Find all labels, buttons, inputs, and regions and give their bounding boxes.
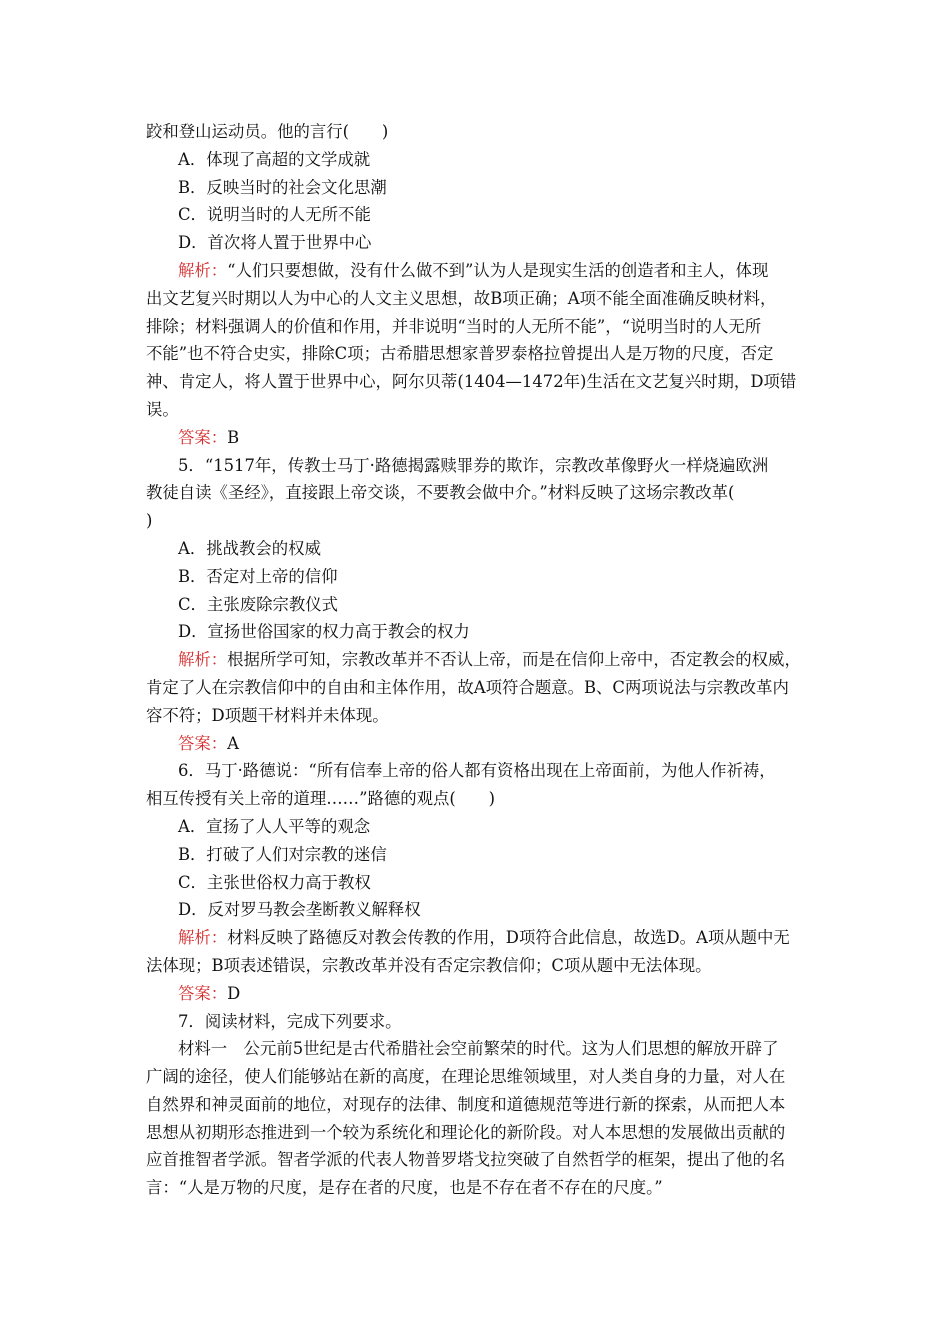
q7-material-line-1: 材料一 公元前5世纪是古代希腊社会空前繁荣的时代。这为人们思想的解放开辟了: [178, 1039, 779, 1059]
q4-option-b: B．反映当时的社会文化思潮: [178, 177, 387, 197]
q5-stem-line-3: ): [146, 511, 153, 531]
q4-option-a: A．体现了高超的文学成就: [178, 149, 371, 169]
q6-answer: [146, 980, 806, 1008]
q6-answer-label: 答案：: [178, 983, 228, 1003]
q6-option-b: B．打破了人们对宗教的迷信: [178, 844, 387, 864]
q7-material-line-4: 思想从初期形态推进到一个较为系统化和理论化的新阶段。对人本思想的发展做出贡献的: [146, 1122, 786, 1142]
q5-option-b: B．否定对上帝的信仰: [178, 566, 338, 586]
q5-answer: [146, 730, 806, 758]
q5-analysis-line-1: [146, 646, 806, 674]
q7-material-line-6: 言：“人是万物的尺度，是存在者的尺度，也是不存在者不存在的尺度。”: [146, 1178, 663, 1198]
q4-analysis-line-1: [146, 257, 806, 285]
q6-analysis-label: 解析：: [178, 928, 228, 948]
q5-option-a: A．挑战教会的权威: [178, 538, 321, 558]
q5-answer-label: 答案：: [178, 733, 228, 753]
q4-answer-label: 答案：: [178, 427, 228, 447]
q7-material-line-3: 自然界和神灵面前的地位，对现存的法律、制度和道德规范等进行新的探索，从而把人本: [146, 1094, 786, 1114]
q4-analysis-text-1: “人们只要想做，没有什么做不到”认为人是现实生活的创造者和主人，体现: [227, 260, 769, 280]
q6-stem-line-2: 相互传授有关上帝的道理……”路德的观点( ): [146, 789, 495, 809]
q6-answer-value: D: [227, 983, 241, 1003]
q5-answer-value: A: [227, 733, 240, 753]
q6-analysis-line-2: 法体现；B项表述错误，宗教改革并没有否定宗教信仰；C项从题中无法体现。: [146, 955, 712, 975]
q4-analysis-line-4: 不能”也不符合史实，排除C项；古希腊思想家普罗泰格拉曾提出人是万物的尺度，否定: [146, 344, 774, 364]
q5-analysis-text-1: 根据所学可知，宗教改革并不否认上帝，而是在信仰上帝中，否定教会的权威，: [227, 650, 801, 670]
q4-stem-tail: 跤和登山运动员。他的言行( ): [146, 122, 389, 141]
q7-material-line-5: 应首推智者学派。智者学派的代表人物普罗塔戈拉突破了自然哲学的框架，提出了他的名: [146, 1150, 786, 1170]
q6-analysis-text-1: 材料反映了路德反对教会传教的作用，D项符合此信息，故选D。A项从题中无: [227, 928, 790, 948]
q4-answer-value: B: [227, 427, 240, 447]
document-page: [146, 118, 806, 1202]
q5-stem-line-1: 5．“1517年，传教士马丁·路德揭露赎罪券的欺诈，宗教改革像野火一样烧遍欧洲: [178, 455, 769, 475]
q5-option-c: C．主张废除宗教仪式: [178, 594, 339, 614]
q5-stem-line-2: 教徒自读《圣经》，直接跟上帝交谈，不要教会做中介。”材料反映了这场宗教改革(: [146, 483, 735, 503]
q7-material-line-2: 广阔的途径，使人们能够站在新的高度，在理论思维领域里，对人类自身的力量，对人在: [146, 1067, 786, 1087]
q6-option-d: D．反对罗马教会垄断教义解释权: [178, 900, 421, 920]
q4-option-d: D．首次将人置于世界中心: [178, 233, 372, 253]
q4-analysis-label: 解析：: [178, 260, 228, 280]
q6-analysis-line-1: [146, 924, 806, 952]
q5-analysis-line-2: 肯定了人在宗教信仰中的自由和主体作用，故A项符合题意。B、C两项说法与宗教改革内: [146, 677, 789, 697]
q5-analysis-line-3: 容不符；D项题干材料并未体现。: [146, 705, 389, 725]
q4-analysis-line-3: 排除；材料强调人的价值和作用，并非说明“当时的人无所不能”，“说明当时的人无所: [146, 316, 762, 336]
q6-option-c: C．主张世俗权力高于教权: [178, 872, 371, 892]
q4-answer: [146, 424, 806, 452]
q6-stem-line-1: 6．马丁·路德说：“所有信奉上帝的俗人都有资格出现在上帝面前，为他人作祈祷，: [178, 761, 776, 781]
q4-option-c: C．说明当时的人无所不能: [178, 205, 371, 225]
q7-stem: 7．阅读材料，完成下列要求。: [178, 1011, 402, 1031]
q5-analysis-label: 解析：: [178, 650, 228, 670]
q4-analysis-line-2: 出文艺复兴时期以人为中心的人文主义思想，故B项正确；A项不能全面准确反映材料，: [146, 288, 777, 308]
q5-option-d: D．宣扬世俗国家的权力高于教会的权力: [178, 622, 470, 642]
q4-analysis-line-5: 神、肯定人，将人置于世界中心，阿尔贝蒂(1404—1472年)生活在文艺复兴时期，D项错: [146, 372, 797, 392]
q4-analysis-line-6: 误。: [146, 399, 179, 419]
q6-option-a: A．宣扬了人人平等的观念: [178, 816, 371, 836]
